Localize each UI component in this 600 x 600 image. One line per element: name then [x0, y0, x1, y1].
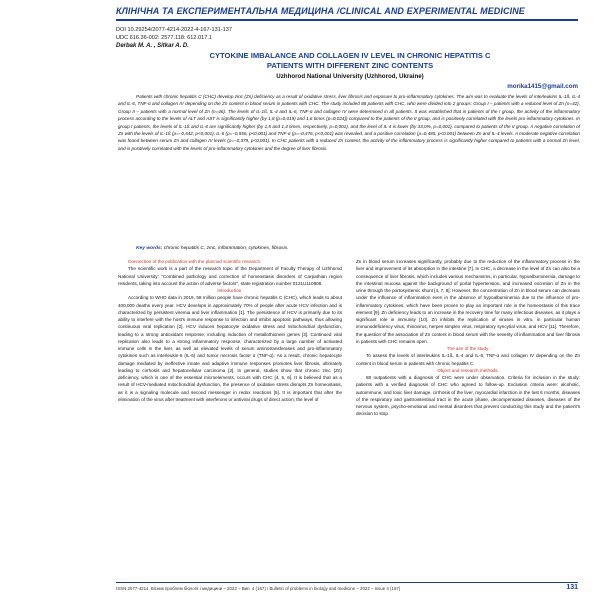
article-title-line-2: PATIENTS WITH DIFFERENT ZINC CONTENTS — [266, 61, 434, 70]
keywords-label: Key words: — [136, 246, 163, 251]
affiliation: Uzhhorod National University (Uzhhorod, Ukraine) — [276, 73, 424, 80]
journal-header: КЛІНІЧНА ТА ЕКСПЕРИМЕНТАЛЬНА МЕДИЦИНА /CLINICAL AND EXPERIMENTAL MEDICINE — [116, 6, 525, 16]
paragraph-connection: The scientific work is a part of the research topic of the Department of Faculty Therapy of Uzhhorod National University: "Combined pathology and correction of homeostasis disorders of Carpathian region residents, taking into account the action of adverse factors", state registration number 0121U110808. — [118, 266, 342, 286]
footer-rule — [116, 582, 578, 583]
article-title-line-1: CYTOKINE IMBALANCE AND COLLAGEN IV LEVEL IN CHRONIC HEPATITIS C — [209, 51, 491, 60]
article-title — [120, 51, 580, 71]
udc: UDC 616.36-002: 2577.118: 612.017.1 — [116, 35, 212, 41]
paragraph-introduction-1: According to WHO data in 2019, 58 million people have chronic hepatitis C (CHC), which leads to about 400,000 deaths every year. HCV develops in approximately 70% of people after acute HCV infection and is characterized by persistent viremia and liver inflammation [1]. The persistence of HCV is primarily due to its ability to interfere with the host's immune response to infection and inhibit apoptotic pathways, thus allowing continuous viral replication [2]. HCV induces hepatocyte oxidative stress and mitochondrial dysfunction, leading to a strong antioxidant response, including induction of metallothionein genes [3]. Continued viral replication also leads to a strong inflammatory response, characterized by a large number of activated immune cells in the liver, as well as elevated levels of serum aminotransferases and pro-inflammatory cytokines such as interleukin-6 (IL-6) and tumor necrosis factor α (TNF-α). As a result, chronic hepatocyte damage mediated by ineffective innate and adaptive immune responses promotes liver fibrosis, ultimately leading to cirrhosis and hepatocellular carcinoma [2]. In general, studies show that chronic zinc (Zn) deficiency, which is one of the essential microelements, occurs with CHC [4, 5, 6]. It is believed that as a result of HCV-mediated mitochondrial dysfunction, the presence of oxidative stress disrupts Zn homeostasis, as it is a signaling molecule and second messenger in redox reactions [5]. It is important that after the elimination of the virus after treatment with interferons or antiviral drugs of direct action, the level of — [118, 295, 342, 402]
right-column — [356, 258, 580, 418]
doi: DOI 10.29254/2077-4214-2022-4-167-131-137 — [116, 27, 233, 33]
keywords-list: chronic hepatitis C, zinc, inflammation, cytokines, fibrosis. — [163, 246, 289, 251]
author-email[interactable]: morika1415@gmail.com — [507, 83, 578, 90]
paragraph-introduction-2: Zn in blood serum increases significantly, probably due to the reduction of the inflammatory process in the liver and improvement of its absorption in the intestine [7]. In CHC, a decrease in the level of Zn can also be a consequence of liver fibrosis, which includes various mechanisms, in particular, hypoalbuminemia, damage to the intestinal mucosa against the background of portal hypertension, and increased excretion of Zn in the urine through the portosystemic shunt [4, 7, 8]. However, the concentration of Zn in blood serum can decrease under the influence of inflammation even in the absence of hypoalbuminemia due to the influence of pro-inflammatory cytokines, which have been proven to play an important role in the homeostasis of this trace element [9]. Zn deficiency leads to an increase in the recovery time for many infectious diseases, as it plays a significant role in immunity [10]. Zn inhibits the replication of viruses in vitro, in particular human immunodeficiency virus, rhinovirus, herpes simplex virus, respiratory syncytial virus, and HCV [11]. Therefore, the question of the association of Zn content in blood serum with the severity of inflammation and liver fibrosis in patients with CHC remains open. — [356, 259, 580, 344]
abstract: Patients with chronic hepatitis C (CHC) develop zinc (Zn) deficiency as a result of oxidative stress, liver fibrosis and exposure to pro-inflammatory cytokines. The aim was to evaluate the levels of interleukins IL-1ß, IL-4 and IL-6, TNF-α and collagen IV depending on the Zn content in blood serum in patients with CHC. The study included 88 patients with CHC, who were divided into 2 groups: Group I – patients with a reduced level of Zn (n=42), Group II – patients with a normal level of Zn (n=46). The levels of IL-1ß, IL-4 and IL-6, TNF-α and collagen IV were determined in all patients. It was established that in patients of the I group, the activity of the inflammatory process according to the levels of ALT and AST is significantly higher (by 1,8 (p=0,019) and 1,6 times (p=0,024)) compared to the patients of the II group, and is positively correlated with the levels pro-inflammatory cytokines. In group I patients, the levels of IL-1ß and IL-6 are significantly higher (by 1,5 and 1,4 times, respectively, p=0,001), and the level of IL-4 is lower (by 33,0%, p=0,001), compared to patients of the II group. A negative correlation of Zn with the levels of IL-1ß (ρ=–0,542, p<0,001), IL-6 (ρ=–0,556, p<0,001) and TNF-α (ρ=–0,476, p<0,001) was revealed, and a positive correlation (ρ=0,485, p<0,001) between Zn and IL-4 levels. A moderate negative correlation was found between serum Zn and collagen IV levels (ρ=–0,379, p<0,001). In CHC patients with a reduced Zn content, the activity of the inflammatory process is significantly higher compared to patients with a normal Zn level, and is positively correlated with the levels of pro-inflammatory cytokines and the degree of liver fibrosis. — [118, 94, 580, 151]
paragraph-aim: To assess the levels of interleukins IL-1ß, IL-4 and IL-6, TNF-α and collagen IV depending on the Zn content in blood serum in patients with chronic hepatitis C. — [356, 353, 580, 366]
section-heading-aim: The aim of the study. — [446, 346, 490, 351]
authors: Derbak M. A. , Sitkar A. D. — [116, 43, 189, 49]
keywords — [136, 246, 289, 251]
section-heading-methods: Object and research methods. — [437, 367, 499, 373]
left-column — [118, 258, 342, 403]
page-number: 131 — [566, 584, 578, 591]
header-rule — [116, 19, 578, 21]
footer-citation: ISSN 2077-4214. Вісник проблем біології і медицини – 2022 – Вип. 4 (167) / Bulletin of problems in biology and medicine – 2022 – Issue 4 (167) — [116, 586, 401, 591]
paragraph-methods: 88 outpatients with a diagnosis of CHC were under observation. Criteria for inclusion in the study: patients with a verified diagnosis of CHC who agreed to follow-up. Exclusion criteria were: alcoholic, autoimmune, and toxic liver damage, cirrhosis of the liver, myocardial infarction in the last 6 months, diseases of the respiratory and gastrointestinal tract in the acute phase, decompensated diseases, diseases of the nervous system, psycho-emotional and mental disorders that prevent conducting this study and the patient's decision to stop — [356, 375, 580, 417]
section-heading-connection: Connection of the publication with the planned scientific research. — [128, 259, 262, 264]
section-heading-introduction: Introduction. — [217, 288, 243, 293]
